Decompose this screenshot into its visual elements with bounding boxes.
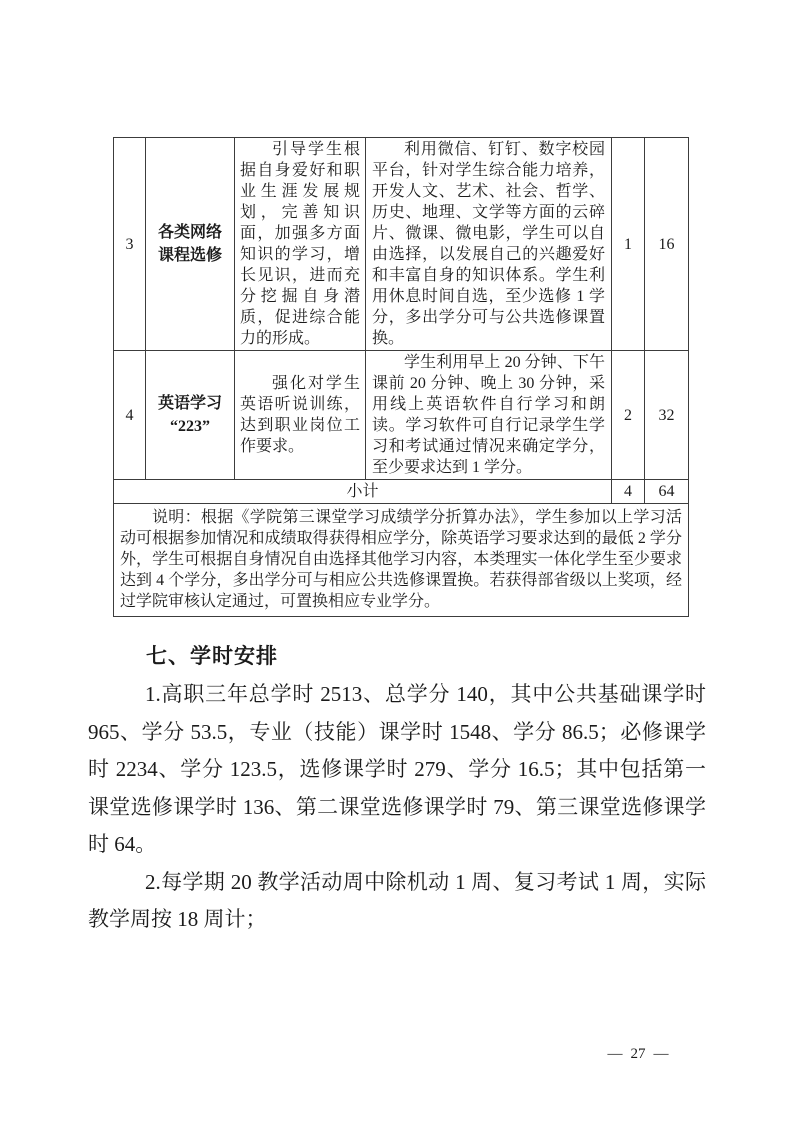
course-credits-table — [113, 137, 689, 617]
note-text: 说明：根据《学院第三课堂学习成绩学分折算办法》，学生参加以上学习活动可根据参加情况和成绩取得获得相应学分，除英语学习要求达到的最低 2 学分外，学生可根据自身情况自由选择其他学习内容，本类理实一体化学生至少要求达到 4 个学分，多出学分可与相应公共选修课置换。若获得部省级以上奖项，经过学院审核认定通过，可置换相应专业学分。 — [120, 509, 682, 610]
course-4-goal — [235, 351, 366, 480]
course-4-hours: 32 — [645, 351, 689, 480]
table-row-note — [114, 504, 689, 617]
footer-right-dash: — — [653, 1046, 669, 1062]
paragraph-total-hours: 1.高职三年总学时 2513、总学分 140，其中公共基础课学时 965、学分 53.5，专业（技能）课学时 1548、学分 86.5；必修课学时 2234、学分 123.5，选修课学时 279、学分 16.5；其中包括第一课堂选修课学时 136、第二课堂选修课学时 79、第三课堂选修课学时 64。 — [88, 682, 706, 856]
note-cell — [114, 504, 689, 617]
course-4-name-text: 英语学习“223” — [157, 395, 222, 435]
page-number: 27 — [630, 1046, 646, 1062]
paragraph-teaching-weeks: 2.每学期 20 教学活动周中除机动 1 周、复习考试 1 周，实际教学周按 18 周计； — [88, 869, 706, 931]
page-number-footer — [583, 1046, 693, 1063]
course-3-goal-text: 引导学生根据自身爱好和职业生涯发展规划，完善知识面，加强多方面知识的学习，增长见识，进而充分挖掘自身潜质，促进综合能力的形成。 — [240, 141, 360, 347]
table-row-course-3 — [114, 138, 689, 351]
course-4-name — [146, 351, 235, 480]
course-4-content — [366, 351, 612, 480]
course-3-name — [146, 138, 235, 351]
table-row-subtotal — [114, 480, 689, 504]
table-row-course-4 — [114, 351, 689, 480]
subtotal-credits: 4 — [612, 480, 645, 504]
subtotal-hours: 64 — [645, 480, 689, 504]
course-3-credits: 1 — [612, 138, 645, 351]
course-4-index: 4 — [114, 351, 146, 480]
footer-left-dash: — — [607, 1046, 623, 1062]
section-heading: 七、学时安排 — [146, 645, 278, 668]
course-3-content — [366, 138, 612, 351]
course-3-goal — [235, 138, 366, 351]
course-4-goal-text: 强化对学生英语听说训练，达到职业岗位工作要求。 — [240, 375, 360, 455]
course-4-credits: 2 — [612, 351, 645, 480]
course-3-name-text: 各类网络课程选修 — [157, 224, 222, 264]
course-3-hours: 16 — [645, 138, 689, 351]
course-4-content-text: 学生利用早上 20 分钟、下午课前 20 分钟、晚上 30 分钟，采用线上英语软件自行学习和朗读。学习软件可自行记录学生学习和考试通过情况来确定学分，至少要求达到 1 学分。 — [372, 354, 605, 476]
subtotal-label: 小计 — [114, 480, 612, 504]
course-3-index: 3 — [114, 138, 146, 351]
hours-arrangement-section — [88, 642, 706, 939]
course-3-content-text: 利用微信、钉钉、数字校园平台，针对学生综合能力培养，开发人文、艺术、社会、哲学、历史、地理、文学等方面的云碎片、微课、微电影，学生可以自由选择，以发展自己的兴趣爱好和丰富自身的知识体系。学生利用休息时间自选，至少选修 1 学分，多出学分可与公共选修课置换。 — [372, 141, 605, 347]
